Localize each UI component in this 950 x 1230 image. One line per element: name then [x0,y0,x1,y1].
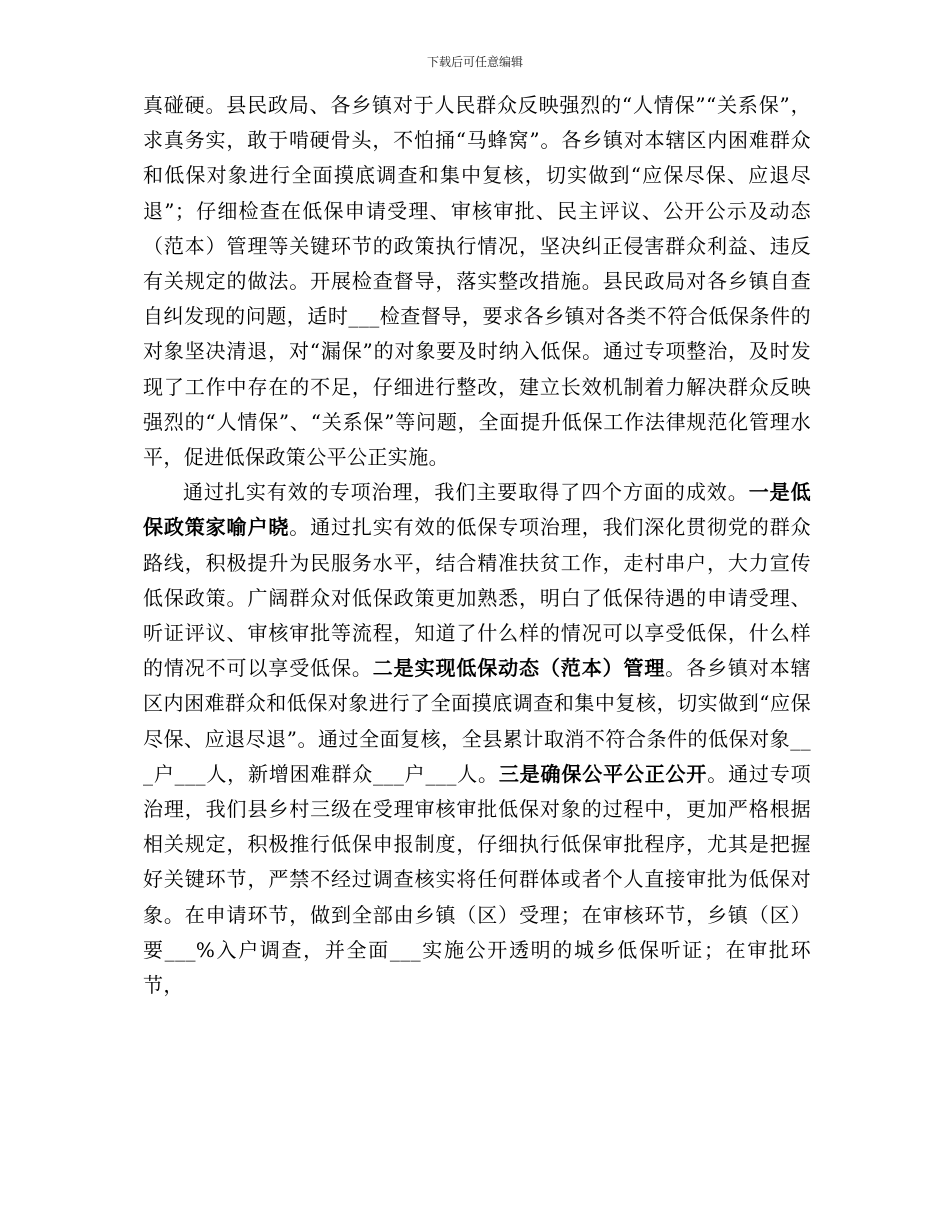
bold-heading-2: 二是实现低保动态（范本）管理 [372,656,666,681]
paragraph-text: 通过扎实有效的专项治理，我们主要取得了四个方面的成效。 [183,480,749,505]
paragraph-text: 。通过扎实有效的低保专项治理，我们深化贯彻党的群众路线，积极提升为民服务水平，结合精准扶贫工作，走村串户，大力宣传低保政策。广阔群众对低保政策更加熟悉，明白了低保待遇的申请受理、听证评议、审核审批等流程，知道了什么样的情况可以享受低保，什么样的情况不可以享受低保。 [143,515,811,681]
paragraph-2 [143,475,811,1003]
paragraph-text: 真碰硬。县民政局、各乡镇对于人民群众反映强烈的“人情保”“关系保”，求真务实，敢于啃硬骨头，不怕捅“马蜂窝”。各乡镇对本辖区内困难群众和低保对象进行全面摸底调查和集中复核，切实做到“应保尽保、应退尽退”；仔细检查在低保申请受理、审核审批、民主评议、公开公示及动态（范本）管理等关键环节的政策执行情况，坚决纠正侵害群众利益、违反有关规定的做法。开展检查督导，落实整改措施。县民政局对各乡镇自查自纠发现的问题，适时___检查督导，要求各乡镇对各类不符合低保条件的对象坚决清退，对“漏保”的对象要及时纳入低保。通过专项整治，及时发现了工作中存在的不足，仔细进行整改，建立长效机制着力解决群众反映强烈的“人情保”、“关系保”等问题，全面提升低保工作法律规范化管理水平，促进低保政策公平公正实施。 [143,93,811,470]
paragraph-text: 。通过专项治理，我们县乡村三级在受理审核审批低保对象的过程中，更加严格根据相关规定，积极推行低保申报制度，仔细执行低保审批程序，尤其是把握好关键环节，严禁不经过调查核实将任何群体或者个人直接审批为低保对象。在申请环节，做到全部由乡镇（区）受理；在审核环节，乡镇（区）要___%入户调查，并全面___实施公开透明的城乡低保听证；在审批环节， [143,761,812,998]
document-body [143,88,811,1003]
paragraph-text: 。各乡镇对本辖区内困难群众和低保对象进行了全面摸底调查和集中复核，切实做到“应保尽保、应退尽退”。通过全面复核，全县累计取消不符合条件的低保对象___户___人，新增困难群众___户___人。 [143,656,811,786]
paragraph-1 [143,88,811,475]
bold-heading-1: 一是低保政策家喻户晓 [143,480,811,540]
page-header: 下载后可任意编辑 [426,55,523,69]
bold-heading-3: 三是确保公平公正公开 [498,761,708,786]
